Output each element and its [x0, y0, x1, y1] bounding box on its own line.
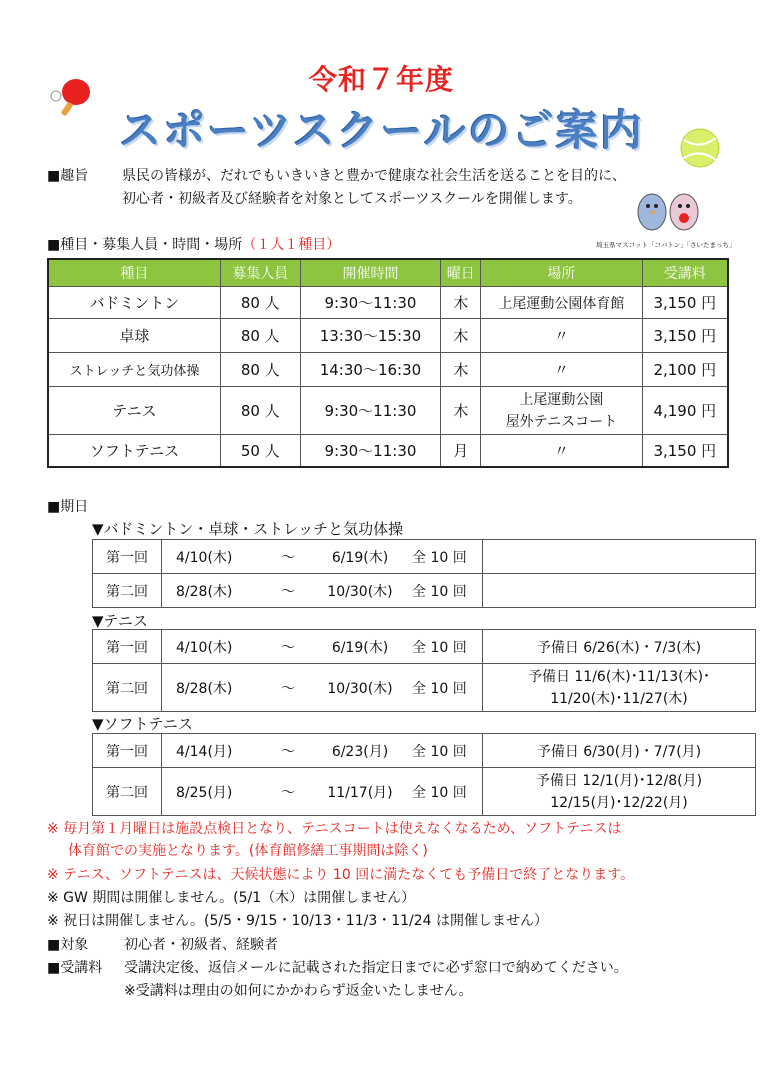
- time-cell: 14:30〜16:30: [300, 353, 441, 387]
- term-cell: 第二回: [93, 664, 162, 712]
- event-cell: テニス: [48, 387, 220, 435]
- year-heading: 令和７年度: [308, 63, 454, 96]
- note-holidays: ※ 祝日は開催しません。(5/5・9/15・10/13・11/3・11/24 は開催しません）: [47, 913, 549, 929]
- reserve-line-2: 12/15(月)･12/22(月): [550, 794, 688, 811]
- day-cell: 木: [441, 353, 481, 387]
- fee-label: ■受講料: [47, 960, 103, 976]
- table-row: [48, 287, 728, 319]
- ping-pong-paddle-icon: [48, 74, 94, 118]
- reserve-cell: 予備日 6/26(木)・7/3(木): [483, 630, 756, 664]
- fee-cell: 4,190 円: [642, 387, 728, 435]
- term-cell: 第一回: [93, 734, 162, 768]
- fee-cell: 3,150 円: [642, 319, 728, 353]
- fee-text: 受講決定後、返信メールに記載された指定日までに必ず窓口で納めてください。: [124, 960, 628, 976]
- reserve-line-2: 11/20(木)･11/27(木): [550, 690, 688, 707]
- session-count: 全 10 回: [412, 743, 467, 760]
- purpose-line-1: 県民の皆様が、だれでもいきいきと豊かで健康な社会生活を送ることを目的に、: [122, 168, 626, 184]
- header-capacity: 募集人員: [220, 259, 300, 287]
- events-heading-label: ■種目・募集人員・時間・場所: [47, 237, 243, 253]
- start-date: 8/28(木): [176, 583, 233, 600]
- place-line-1: 上尾運動公園: [519, 391, 604, 408]
- event-cell: バドミントン: [48, 287, 220, 319]
- schedule-row: [93, 574, 756, 608]
- event-cell: ソフトテニス: [48, 435, 220, 467]
- place-cell: 〃: [481, 319, 642, 353]
- place-cell: [481, 387, 642, 435]
- note-gw: ※ GW 期間は開催しません。(5/1（木）は開催しません）: [47, 890, 416, 906]
- start-date: 4/10(木): [176, 639, 233, 656]
- end-date: 11/17(月): [327, 784, 393, 801]
- header-fee: 受講料: [642, 259, 728, 287]
- term-cell: 第二回: [93, 768, 162, 816]
- range-separator: 〜: [281, 680, 295, 697]
- range-separator: 〜: [281, 583, 295, 600]
- day-cell: 木: [441, 287, 481, 319]
- session-count: 全 10 回: [412, 549, 467, 566]
- target-text: 初心者・初級者、経験者: [124, 937, 278, 953]
- header-place: 場所: [481, 259, 642, 287]
- time-cell: 9:30〜11:30: [300, 287, 441, 319]
- schedule-row: [93, 768, 756, 816]
- range-separator: 〜: [281, 743, 295, 760]
- place-cell: 上尾運動公園体育館: [481, 287, 642, 319]
- range-separator: 〜: [281, 639, 295, 656]
- schedule-row: [93, 540, 756, 574]
- table-row: [48, 319, 728, 353]
- header-day: 曜日: [441, 259, 481, 287]
- reserve-line-1: 予備日 12/1(月)･12/8(月): [535, 772, 703, 789]
- time-cell: 13:30〜15:30: [300, 319, 441, 353]
- session-count: 全 10 回: [412, 680, 467, 697]
- event-cell: ストレッチと気功体操: [48, 353, 220, 387]
- day-cell: 木: [441, 319, 481, 353]
- session-count: 全 10 回: [412, 784, 467, 801]
- reserve-line-1: 予備日 11/6(木)･11/13(木)･: [527, 668, 711, 685]
- range-separator: 〜: [281, 549, 295, 566]
- reserve-cell: [483, 768, 756, 816]
- reserve-cell: [483, 664, 756, 712]
- table-row: [48, 435, 728, 467]
- start-date: 8/25(月): [176, 784, 233, 801]
- fee-refund-note: ※受講料は理由の如何にかかわらず返金いたしません。: [124, 983, 473, 999]
- reserve-cell: [483, 574, 756, 608]
- time-cell: 9:30〜11:30: [300, 387, 441, 435]
- events-table: [47, 258, 729, 468]
- note-inspection-day-cont: 体育館での実施となります。(体育館修繕工事期間は除く): [68, 843, 428, 859]
- header-event: 種目: [48, 259, 220, 287]
- note-weather: ※ テニス、ソフトテニスは、天候状態により 10 回に満たなくても予備日で終了となります。: [47, 867, 635, 883]
- schedule-table: [92, 629, 756, 712]
- day-cell: 木: [441, 387, 481, 435]
- term-cell: 第二回: [93, 574, 162, 608]
- schedule-group-title: ▼テニス: [92, 612, 148, 630]
- end-date: 10/30(木): [327, 583, 393, 600]
- events-heading-note: （１人１種目）: [242, 237, 341, 253]
- header-time: 開催時間: [300, 259, 441, 287]
- table-row: [48, 387, 728, 435]
- event-cell: 卓球: [48, 319, 220, 353]
- start-date: 4/10(木): [176, 549, 233, 566]
- schedule-table: [92, 733, 756, 816]
- day-cell: 月: [441, 435, 481, 467]
- range-separator: 〜: [281, 784, 295, 801]
- fee-cell: 3,150 円: [642, 287, 728, 319]
- start-date: 4/14(月): [176, 743, 233, 760]
- schedule-row: [93, 734, 756, 768]
- capacity-cell: 80 人: [220, 319, 300, 353]
- schedule-row: [93, 630, 756, 664]
- fee-cell: 3,150 円: [642, 435, 728, 467]
- schedule-row: [93, 664, 756, 712]
- place-cell: 〃: [481, 435, 642, 467]
- start-date: 8/28(木): [176, 680, 233, 697]
- table-row: [48, 353, 728, 387]
- capacity-cell: 50 人: [220, 435, 300, 467]
- end-date: 6/19(木): [331, 549, 389, 566]
- schedule-group-title: ▼バドミントン・卓球・ストレッチと気功体操: [92, 520, 404, 538]
- table-header-row: [48, 259, 728, 287]
- session-count: 全 10 回: [412, 583, 467, 600]
- term-cell: 第一回: [93, 630, 162, 664]
- target-label: ■対象: [47, 937, 89, 953]
- purpose-label: ■趣旨: [47, 168, 89, 184]
- place-line-2: 屋外テニスコート: [505, 413, 618, 430]
- capacity-cell: 80 人: [220, 287, 300, 319]
- term-cell: 第一回: [93, 540, 162, 574]
- schedule-table: [92, 539, 756, 608]
- end-date: 6/23(月): [331, 743, 389, 760]
- mascot-caption: 埼玉県マスコット「コバトン」「さいたまっち」: [596, 241, 736, 249]
- capacity-cell: 80 人: [220, 387, 300, 435]
- end-date: 6/19(木): [331, 639, 389, 656]
- capacity-cell: 80 人: [220, 353, 300, 387]
- tennis-ball-icon: [678, 126, 722, 170]
- schedule-label: ■期日: [47, 499, 89, 515]
- time-cell: 9:30〜11:30: [300, 435, 441, 467]
- purpose-line-2: 初心者・初級者及び経験者を対象としてスポーツスクールを開催します。: [122, 191, 582, 207]
- events-heading: [47, 234, 340, 254]
- session-count: 全 10 回: [412, 639, 467, 656]
- note-inspection-day: ※ 毎月第１月曜日は施設点検日となり、テニスコートは使えなくなるため、ソフトテニスは: [47, 821, 622, 837]
- mascot-illustration: [630, 182, 706, 238]
- reserve-cell: [483, 540, 756, 574]
- place-cell: 〃: [481, 353, 642, 387]
- page-title: スポーツスクールのご案内: [119, 106, 644, 155]
- schedule-group-title: ▼ソフトテニス: [92, 715, 193, 733]
- fee-cell: 2,100 円: [642, 353, 728, 387]
- end-date: 10/30(木): [327, 680, 393, 697]
- reserve-cell: 予備日 6/30(月)・7/7(月): [483, 734, 756, 768]
